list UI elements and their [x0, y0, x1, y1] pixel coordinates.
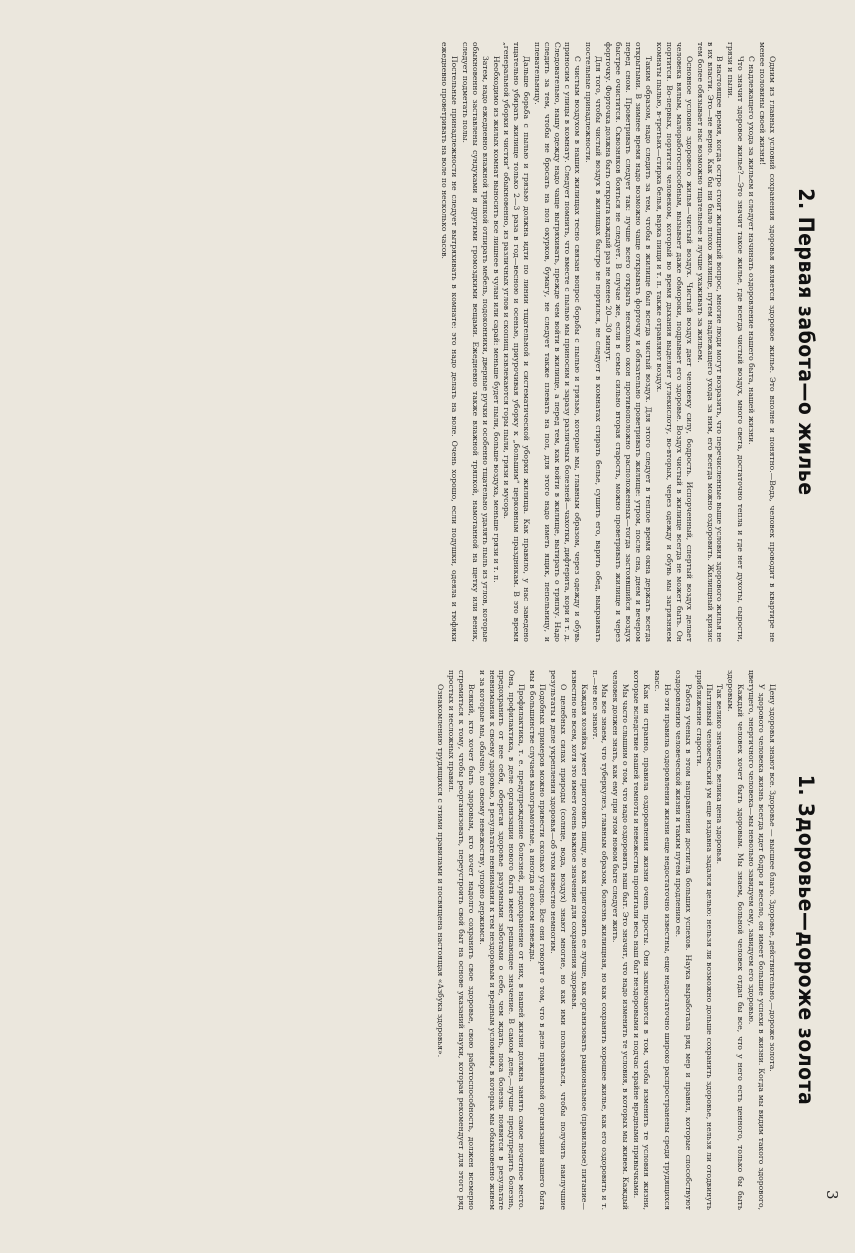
paragraph: Профилактика, т. е. предупреждение болезней, предохранение от них, в нашей жизни должна занять самое почетное место. Она, профилактика, в деле организации нового быта имеет решающее значение. В самом деле,—лучше предупредить болезнь, предохранить от нее себя, оберегая здоровье разумными заботами о себе, чем ждать, пока болезнь появится в результате невнимания к своему здоровью, в результате невнимания к тем нездоровым и вредным условиям, в которых мы обыкновенно живем и за которые мы, обычно, по своему невежеству, упорно держимся.: [477, 670, 527, 1210]
paragraph: Постельные принадлежности не следует вытряхивать в комнате: это надо делать на воле. Очень хорошо, если подушки, одеяла и тюфяки ежедневно проветривать на воле по несколько часов.: [440, 42, 459, 642]
paragraph: Что значит здоровое жилье?—Это значит такое жилье, где всегда чистый воздух, много света, достаточно тепла и где нет духоты, сырости, грязи и пыли.: [726, 42, 746, 642]
paragraph: Подобных примеров можно привести сколько угодно. Все они говорят о том, что в деле правильной организации нашего быта мы в большинстве случаев малограмотные, а иногда и совсем невежды.: [528, 670, 548, 1210]
column-section-2: [18, 42, 833, 642]
paragraph: Каждый человек хочет быть здоровым. Мы знаем, больной человек отдал бы все, что у него есть ценного, только бы быть здоровым.: [726, 670, 746, 1210]
page-number: 3: [823, 1190, 841, 1200]
section-1-heading: 1. Здоровье—дороже золота: [794, 774, 818, 1106]
paragraph: Ознакомлению трудящихся с этими правилами и посвящена настоящая «Азбука здоровья».: [436, 684, 445, 1058]
paragraph: В настоящее время, когда остро стоит жилищный вопрос, многие люди могут возразить, что перечисленные выше условия здорового жилья не в их власти. Это—не верно. Как бы ни было плохо жилище, путем надлежащего ухода за ним, его всегда можно оздоровить. Жилищный кризис тем более обязывает нас возможно тщательнее и лучше ухаживать за жильем.: [695, 42, 725, 642]
paragraph: Основное условие здорового жилья—чистый воздух. Чистый воздух дает человеку силу, бодрость. Испорченный, спертый воздух делает человека вялым, малоработоспособным, вызывает даже обмороки, подрывает его здоровье. Воздух чистый в жилище всегда не может быть. Он портится. Во-первых, портится человеком, который во время дыхания выделяет углекислоту, во-вторых, через одежду и обувь мы загрязняем комнаты пылью, в-третьих—стирка белья, варка пищи и т. п. также отравляют воздух.: [655, 42, 694, 642]
paragraph: Для того, чтобы чистый воздух в жилищах быстро не портился, не следует в комнатах стирать белье, сушить его, варить обед, выкраивать постельные принадлежности.: [583, 42, 603, 642]
paragraph: Таким образом, надо следить за тем, чтобы в жилище был всегда чистый воздух. Для этого следует в теплое время окна держать всегда открытыми. В зимнее время надо возможно чаще открывать форточку и обязательно проветривать жилище: утром, после сна, днем и вечером перед сном. Проветривать следует так: лучше всего открыть несколько окон противоположно расположенных—тогда застоявшийся воздух быстрее очистится. Сквозняков бояться не следует. В случае же, если в семье сильно вторая старость, можно проветривать жилище и через форточку. Форточка должна быть открыта каждый раз не менее 20—30 минут.: [604, 42, 654, 642]
paragraph: Мы все знаем, что туберкулез, главным образом, болезнь жилищная, но как сохранить хорошее жилье, как его оздоровить и т. п.—не все знают.: [590, 670, 610, 1210]
paragraph: Но эти правила оздоровления жизни еще недостаточно известны, еще недостаточно широко распространены среди трудящихся масс.: [653, 670, 672, 1210]
paragraph: Всякий, кто хочет быть здоровым, кто хочет надолго сохранить свое здоровье, свою работоспособность, должен всемерно стремиться к тому, чтобы реорганизовать, переустроить свой быт на основе указаний науки, которая рекомендует для этого ряд простых и несложных правил.: [446, 670, 476, 1210]
column-section-1: [18, 670, 833, 1210]
paragraph: Каждая хозяйка умеет приготовить пищу, но как приготовить ее лучше, как организовать рациональное (правильное) питание—известно не всем, хотя это имеет очень важное значение для сохранения здоровья.: [569, 670, 589, 1210]
paragraph: О целебных силах природы (солнце, вода, воздух) знают многие, но как ими пользоваться, чтобы получить наилучшие результаты в деле укрепления здоровья—об этом известно немногим.: [548, 670, 568, 1210]
section-2-heading: 2. Первая забота—о жилье: [794, 188, 818, 496]
paragraph: Затем, надо ежедневно влажной тряпкой отпирать мебель, подоконники, дверные ручки и особенно тщательно удалять пыль из углов, которые обыкновенно заставлены сундуками и другими громоздкими вещами. Ежедневно также влажной тряпкой, намотанной на щетку или веник, следует подметать полы.: [460, 42, 490, 642]
paragraph: Пытливый человеческий ум еще издавна задался целью: нельзя ли возможно дольше сохранить здоровье, нельзя ли отодвинуть приближение старости.: [694, 670, 714, 1210]
paragraph: С чистым воздухом в наших жилищах тесно связан вопрос борьбы с пылью и грязью, которые мы, главным образом, через одежду и обувь приносим с улицы в комнату. Следует помнить, что вместе с пылью мы приносим и заразу различных болезней—чахотки, дифтерита, кори и т. д. Следовательно, нашу одежду надо чаще вытряхивать, прежде чем войти в жилище, а перед тем, как войти в жилище, вытирать о тряпку. Надо следить за тем, чтобы не бросать на пол окурков, бумагу, не следует также плевать на пол, для этого надо иметь ящик, пепельницу, и плевательницу.: [533, 42, 582, 642]
paragraph: Цену здоровья знают все. Здоровье — высшее благо. Здоровье, действительно,—дороже золота.: [768, 684, 777, 1072]
paragraph: Как ни странно, правила оздоровления жизни очень просты. Они заключаются в том, чтобы изменить те условия жизни, которые вследствие нашей темноты и невежества пропитали весь наш быт нездоровыми и подчас крайне вредными привычками.: [632, 670, 652, 1210]
paragraph: Так велико значение, велика цена здоровья.: [715, 684, 725, 864]
paragraph: Дальше борьба с пылью и грязью должна идти по линии тщательной и систематической уборки жилища. Как правило, у нас заведено тщательно убирать жилище только 2—3 раза в год—весною и осенью, приурочивая уборку к „большим“ церковным праздникам. В это время „генеральной уборки и чистки“ обыкновенно, из различных углов и скопищ извлекаются горы пыли, грязи и мусора.: [502, 42, 532, 642]
paragraph: Одним из главных условий сохранения здоровья является здоровое жилье. Это вполне и понятно.—Ведь, человек проводит в квартире не менее половины своей жизни!: [758, 42, 777, 642]
paragraph: С надлежащего ухода за жильем и следует начинать оздоровление нашего быта, нашей жизни.: [747, 56, 757, 445]
paragraph: Мы часто слышим о том, что надо оздоровить наш быт. Это значит, что надо изменить те условия, в которых мы живем. Каждый человек должен знать, как ему при этом новом быте следует жить.: [611, 670, 631, 1210]
paragraph: Необходимо из жилых комнат выносить все лишнее в чулан или сарай: меньше будет пыли, больше воздуха, меньше грязи и т. п.: [491, 56, 501, 583]
paragraph: Работа ученых в этом направлении достигла больших успехов. Наука выработала ряд мер и правил, которые способствуют оздоровлению человеческой жизни и таким путем продлению ее.: [673, 670, 693, 1210]
paragraph: У здорового человека жизнь всегда идет бодро и весело, он имеет большие успехи в жизни. Когда мы видим такого здорового, цветущего, энергичного человека—мы невольно завидуем ему, завидуем его здоровью.: [747, 670, 767, 1210]
